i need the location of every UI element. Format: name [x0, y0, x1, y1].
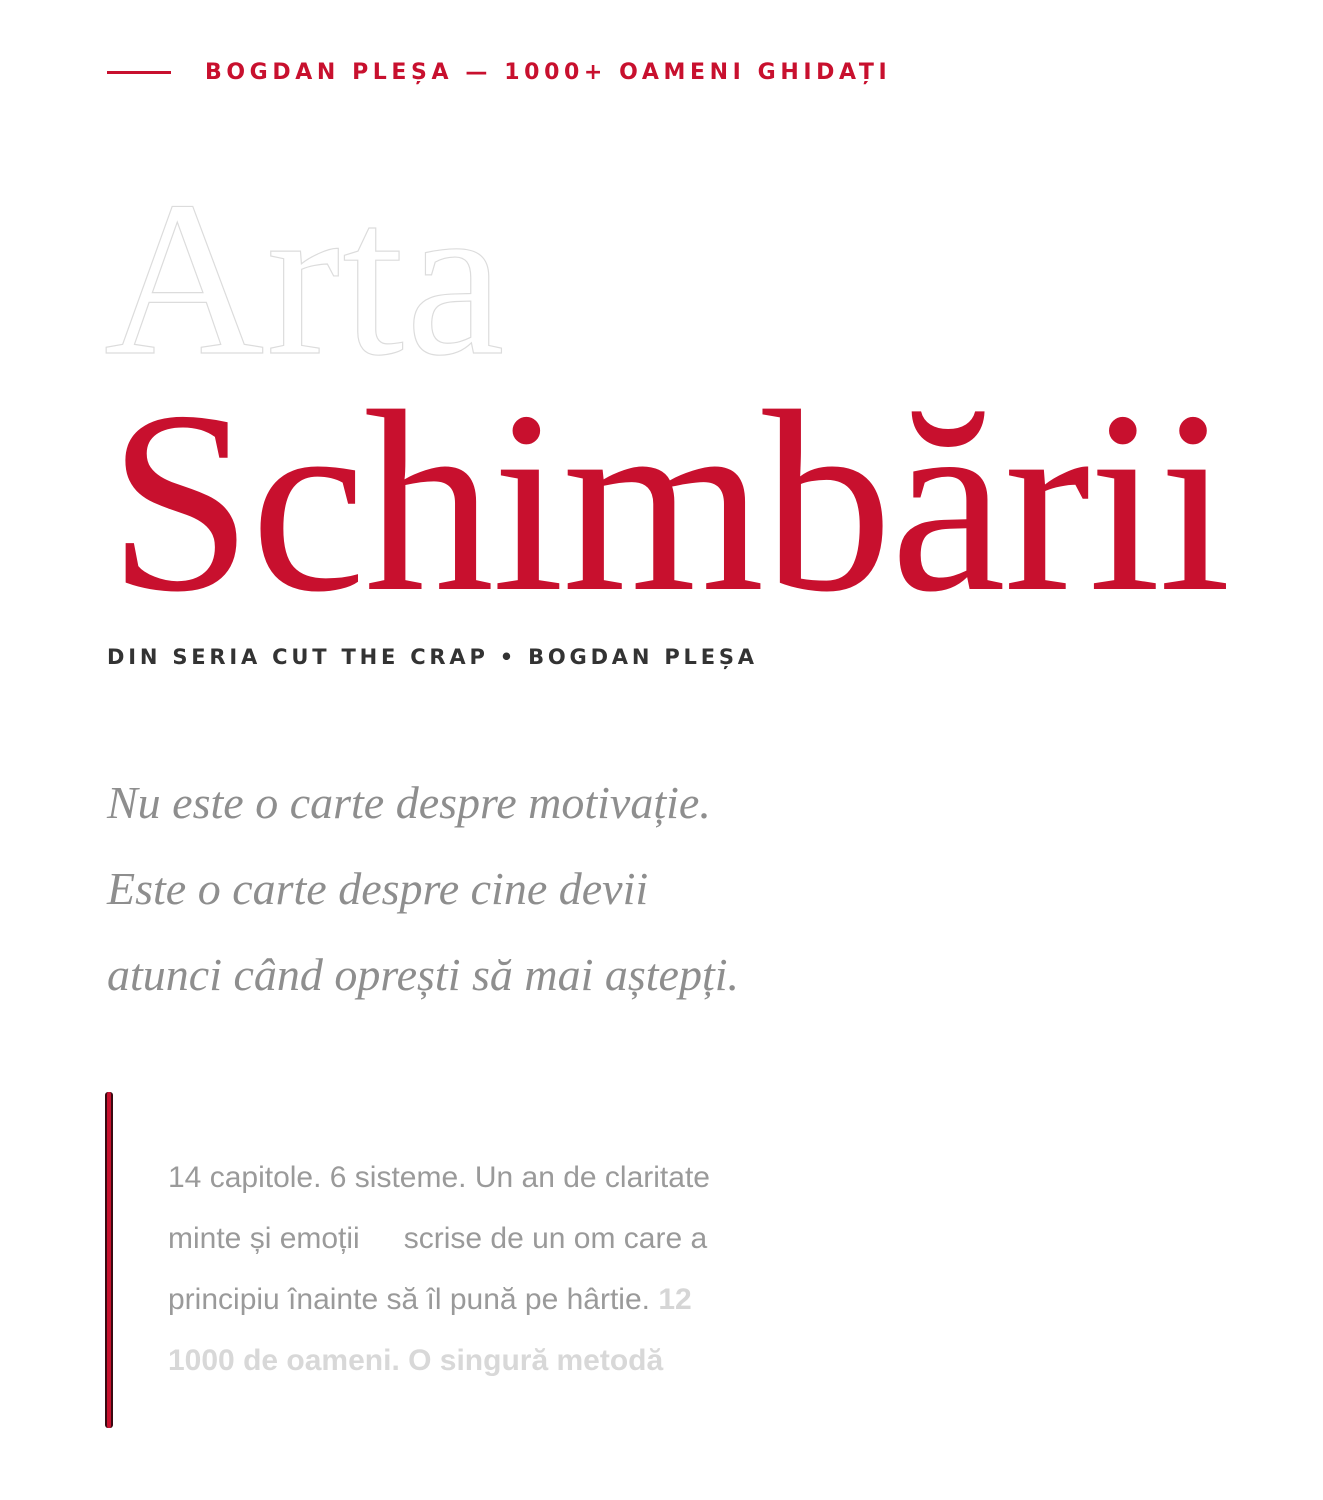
series-subtitle: DIN SERIA CUT THE CRAP • BOGDAN PLEȘA — [107, 645, 758, 669]
blurb-fragment: 12 — [658, 1283, 692, 1316]
blurb-fragment: minte și emoții — [168, 1222, 360, 1255]
eyebrow-rule — [107, 71, 171, 74]
tagline-line: Este o carte despre cine devii — [107, 863, 649, 914]
title-ghost-word: Arta — [104, 156, 507, 402]
book-blurb — [168, 1147, 710, 1391]
quote-bar — [105, 1092, 113, 1428]
blurb-line: 1000 de oameni. O singură metodă — [168, 1344, 664, 1377]
tagline-line: Nu este o carte despre motivație. — [107, 777, 711, 828]
blurb-line — [168, 1208, 710, 1269]
blurb-fragment: scrise de un om care a — [403, 1222, 708, 1255]
tagline-line: atunci când oprești să mai aștepți. — [107, 949, 740, 1000]
eyebrow — [107, 60, 891, 85]
tagline — [107, 760, 739, 1018]
blurb-fragment: principiu înainte să îl pună pe hârtie. — [168, 1283, 650, 1316]
eyebrow-text: BOGDAN PLEȘA — 1000+ OAMENI GHIDAȚI — [205, 60, 892, 85]
blurb-line: 14 capitole. 6 sisteme. Un an de claritate — [168, 1161, 710, 1194]
blurb-line — [168, 1269, 710, 1330]
book-title: Schimbării — [108, 358, 1229, 646]
